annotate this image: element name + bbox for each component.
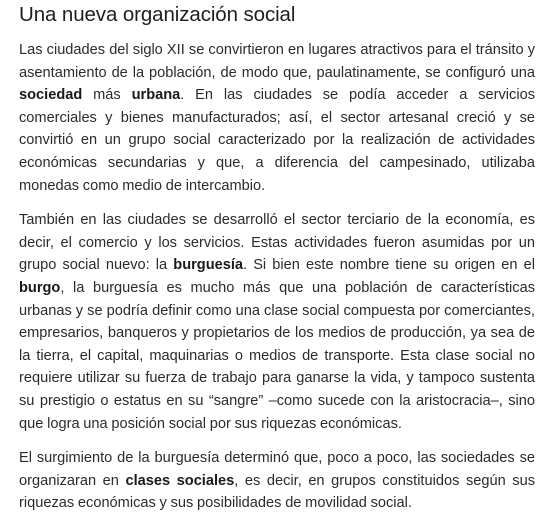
- bold-term: sociedad: [19, 87, 83, 104]
- paragraph-text: . Si bien este nombre tiene su origen en el: [243, 257, 535, 274]
- bold-term: urbana: [131, 87, 181, 104]
- paragraph-text: El surgimiento de la burguesía determinó que, poco a poco, las sociedades se organizaran en: [19, 450, 535, 489]
- body-text: [19, 39, 535, 515]
- bold-term: burgo: [19, 279, 61, 296]
- bold-term: clases sociales: [125, 472, 235, 489]
- section-title: Una nueva organización social: [19, 3, 296, 26]
- paragraph-text: más: [82, 87, 132, 104]
- paragraph-text: , la burguesía es mucho más que una población de características urbanas y se podría definir como una clase social compuesta por comerciantes, empresarios, banqueros y propietarios de los medios de producción, ya sea de la tierra, el capital, maquinarias o medios de transporte. Esta clase social no requiere utilizar su fuerza de trabajo para ganarse la vida, y tampoco sustenta su prestigio o estatus en su “sangre” –como sucede con la aristocracia–, sino que logra una posición social por sus riquezas económicas.: [19, 279, 535, 432]
- paragraph: [19, 39, 535, 197]
- paragraph-text: . En las ciudades se podía acceder a servicios comerciales y bienes manufacturados; así, el sector artesanal creció y se convirtió en un grupo social caracterizado por la realización de actividades económicas secundarias y que, a diferencia del campesinado, utilizaba monedas como medio de intercambio.: [19, 87, 535, 194]
- paragraph-text: , es decir, en grupos constituidos según sus riquezas económicas y sus posibilidades de movilidad social.: [19, 472, 535, 512]
- paragraph-text: También en las ciudades se desarrolló el sector terciario de la economía, es decir, el comercio y los servicios. Estas actividades fueron asumidas por un grupo social nuevo: la: [19, 212, 535, 274]
- bold-term: burguesía: [173, 257, 244, 274]
- paragraph: [19, 447, 535, 515]
- paragraph: [19, 209, 535, 435]
- paragraph-text: Las ciudades del siglo XII se convirtieron en lugares atractivos para el tránsito y asentamiento de la población, de modo que, paulatinamente, se configuró una: [19, 42, 535, 81]
